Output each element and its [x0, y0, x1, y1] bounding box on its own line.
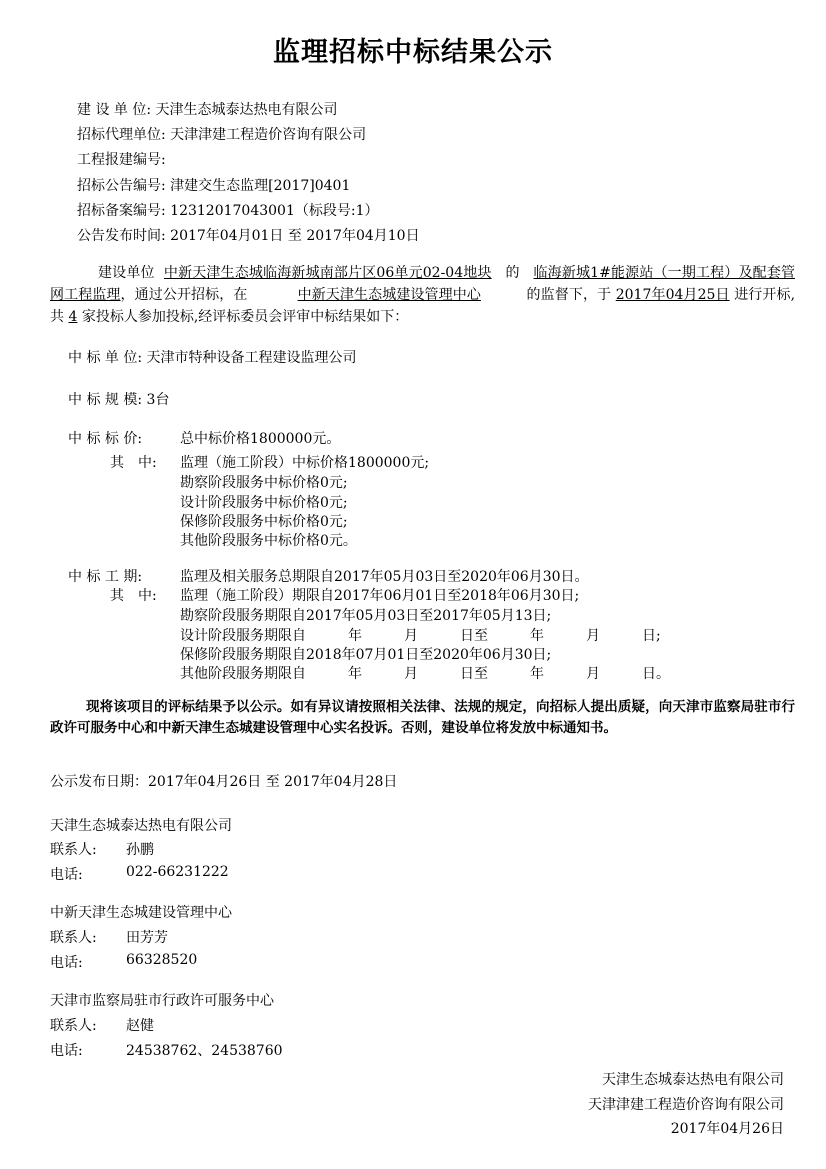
price-item: 保修阶段服务中标价格0元; — [180, 514, 348, 530]
period-item: 保修阶段服务期限自2018年07月01日至2020年06月30日; — [180, 647, 552, 663]
price-item: 其他阶段服务中标价格0元。 — [180, 533, 357, 549]
price-label: 中 标 标 价: — [68, 431, 143, 447]
contact-person: 赵健 — [126, 1018, 154, 1034]
contact-phone: 022-66231222 — [126, 864, 229, 880]
price-total: 总中标价格1800000元。 — [180, 431, 341, 447]
intro-text: ，通过公开招标，在 — [120, 287, 248, 303]
price-item: 勘察阶段服务中标价格0元; — [180, 475, 348, 491]
signature-org: 天津津建工程造价咨询有限公司 — [588, 1097, 784, 1113]
supervising-agency: 中新天津生态城建设管理中心 — [297, 287, 481, 303]
objection-notice: 现将该项目的评标结果予以公示。如有异议请按照相关法律、法规的规定，向招标人提出质疑，向天津市监察局驻市行政许可服务中心和中新天津生态城建设管理中心实名投诉。否则，建设单位将发放中标通知书。 — [50, 699, 795, 736]
info-label: 工程报建编号: — [77, 152, 166, 168]
info-value: 天津津建工程造价咨询有限公司 — [170, 127, 367, 143]
publish-date: 公示发布日期：2017年04月26日 至 2017年04月28日 — [50, 774, 398, 790]
contact-org: 中新天津生态城建设管理中心 — [50, 905, 232, 921]
signature-org: 天津生态城泰达热电有限公司 — [602, 1072, 784, 1088]
contact-person-label: 联系人: — [50, 842, 97, 858]
info-row — [77, 200, 379, 220]
page-title: 监理招标中标结果公示 — [273, 37, 553, 68]
info-label: 招标代理单位: — [77, 127, 166, 143]
contact-org: 天津生态城泰达热电有限公司 — [50, 818, 232, 834]
winner-row — [68, 347, 357, 367]
info-row — [77, 175, 350, 195]
period-item: 设计阶段服务期限自 年 月 日至 年 月 日; — [180, 628, 661, 644]
scale-label: 中 标 规 模: — [68, 392, 143, 408]
contact-person-label: 联系人: — [50, 930, 97, 946]
info-row — [77, 225, 420, 245]
signature-date: 2017年04月26日 — [670, 1121, 784, 1137]
intro-text: 家投标人参加投标,经评标委员会评审中标结果如下： — [81, 309, 409, 325]
period-sub-label: 其 中: — [110, 588, 157, 604]
info-label: 建 设 单 位: — [77, 102, 152, 118]
contact-phone-label: 电话: — [50, 867, 83, 883]
contact-person: 孙鹏 — [126, 842, 154, 858]
period-total: 监理及相关服务总期限自2017年05月03日至2020年06月30日。 — [180, 569, 589, 585]
info-value: 津建交生态监理[2017]0401 — [170, 178, 351, 194]
period-item: 监理（施工阶段）期限自2017年06月01日至2018年06月30日; — [180, 588, 580, 604]
info-row — [77, 99, 338, 119]
opening-date: 2017年04月25日 — [615, 287, 730, 303]
contact-phone-label: 电话: — [50, 1043, 83, 1059]
winner-label: 中 标 单 位: — [68, 350, 143, 366]
info-row — [77, 149, 166, 169]
intro-text: 的监督下，于 — [526, 287, 612, 303]
info-label: 招标公告编号: — [77, 178, 166, 194]
info-label: 公告发布时间: — [77, 228, 166, 244]
contact-phone: 24538762、24538760 — [126, 1043, 283, 1059]
contact-phone-label: 电话: — [50, 955, 83, 971]
intro-text: 进行开标,共 — [50, 287, 796, 325]
info-value: 天津生态城泰达热电有限公司 — [155, 102, 338, 118]
contact-person: 田芳芳 — [126, 930, 168, 946]
contact-phone: 66328520 — [126, 952, 198, 968]
project-location: 中新天津生态城临海新城南部片区06单元02-04地块 — [163, 265, 492, 281]
price-sub-label: 其 中: — [110, 455, 157, 471]
info-value: 12312017043001（标段号:1） — [170, 203, 379, 219]
scale-value: 3台 — [146, 392, 170, 408]
intro-text: 的 — [505, 265, 520, 281]
period-item: 勘察阶段服务期限自2017年05月03日至2017年05月13日; — [180, 608, 552, 624]
intro-text: 建设单位 — [98, 265, 155, 281]
scale-row — [68, 389, 169, 409]
bidder-count: 4 — [68, 309, 78, 325]
period-item: 其他阶段服务期限自 年 月 日至 年 月 日。 — [180, 666, 670, 682]
intro-paragraph — [50, 262, 795, 328]
info-row — [77, 124, 366, 144]
period-label: 中 标 工 期: — [68, 569, 143, 585]
price-item: 监理（施工阶段）中标价格1800000元; — [180, 455, 430, 471]
contact-person-label: 联系人: — [50, 1018, 97, 1034]
info-label: 招标备案编号: — [77, 203, 166, 219]
contact-org: 天津市监察局驻市行政许可服务中心 — [50, 993, 274, 1009]
project-name: 临海新城1#能源站（一期工程）及配套管网工程监理 — [50, 265, 796, 303]
winner-value: 天津市特种设备工程建设监理公司 — [146, 350, 357, 366]
info-value: 2017年04月01日 至 2017年04月10日 — [170, 228, 420, 244]
price-item: 设计阶段服务中标价格0元; — [180, 495, 348, 511]
